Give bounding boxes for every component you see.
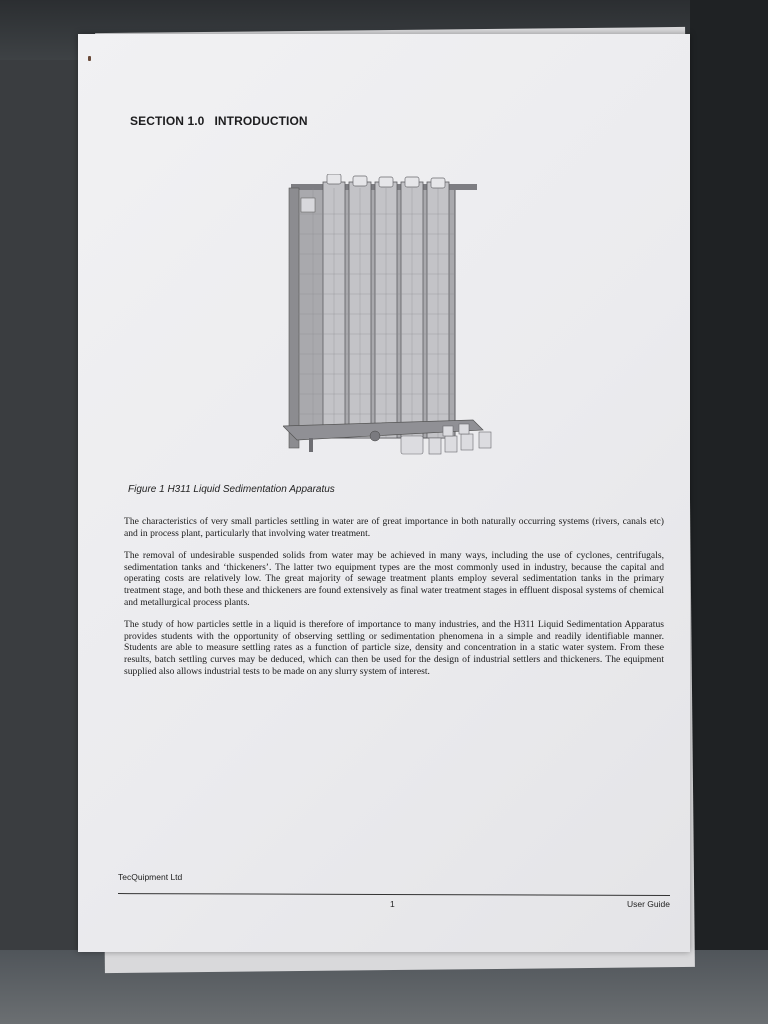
body-text [124, 516, 664, 688]
background-right [690, 0, 768, 1024]
section-heading [130, 114, 308, 128]
footer-doc-title: User Guide [627, 899, 670, 909]
staple-mark [88, 56, 91, 61]
paragraph: The removal of undesirable suspended solids from water may be achieved in many ways, including the use of cyclones, centrifugals, sedimentation tanks and ‘thickeners’. The latter two equipment types are the most commonly used in industry, because the capital and operating costs are relatively low. The great majority of sewage treatment plants employ several sedimentation tanks in the primary treatment stage, and both these and thickeners are found extensively as final water treatment stages in effluent disposal systems of chemical and metallurgical process plants. [124, 550, 664, 608]
section-title: INTRODUCTION [214, 114, 308, 128]
page-number: 1 [390, 899, 395, 909]
figure-caption: Figure 1 H311 Liquid Sedimentation Apparatus [128, 484, 335, 495]
paragraph: The study of how particles settle in a liquid is therefore of importance to many industries, and the H311 Liquid Sedimentation Apparatus provides students with the opportunity of observing settling or sedimentation phenomena in a simple and readily identifiable manner. Students are able to measure settling rates as a function of particle size, density and concentration in a static water system. From these results, batch settling curves may be deduced, which can then be used for the design of industrial settlers and thickeners. The equipment supplied also allows industrial tests to be made on any slurry system of interest. [124, 619, 664, 677]
document-page [78, 34, 690, 952]
sedimentation-apparatus-figure [283, 174, 503, 474]
page-footer [118, 872, 670, 909]
section-number: SECTION 1.0 [130, 114, 205, 128]
footer-company: TecQuipment Ltd [118, 872, 183, 882]
paragraph: The characteristics of very small particles settling in water are of great importance in both naturally occurring systems (rivers, canals etc) and in process plant, particularly that involving water treatment. [124, 516, 664, 539]
